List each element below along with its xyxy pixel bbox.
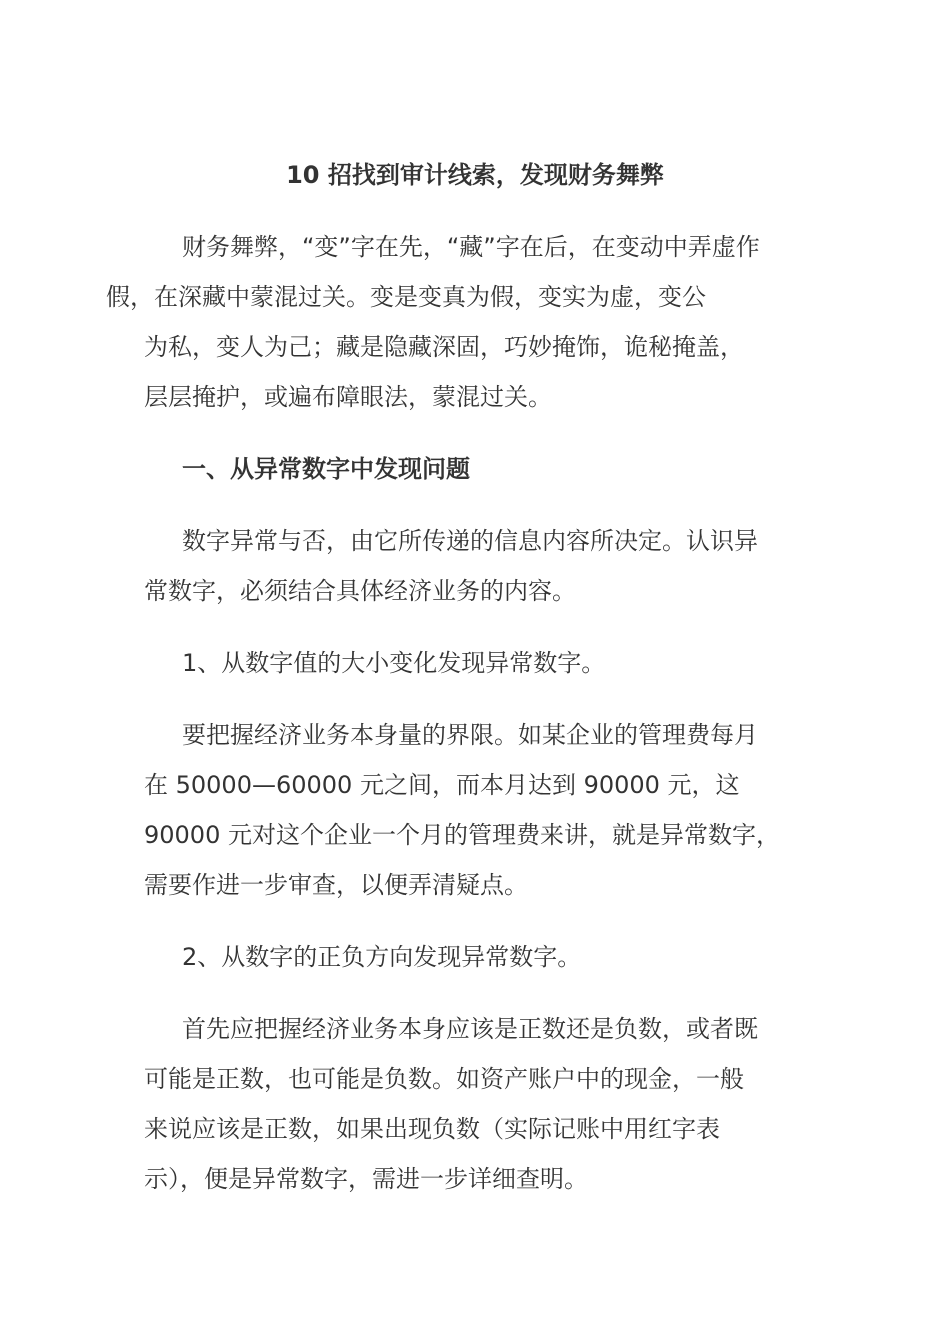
point-2-paragraph: [144, 1004, 834, 1204]
intro-paragraph: [106, 222, 834, 422]
intro-line-3: 为私，变人为己；藏是隐藏深固，巧妙掩饰，诡秘掩盖，: [144, 333, 744, 361]
intro-line-4: 层层掩护，或遍布障眼法，蒙混过关。: [144, 383, 552, 411]
point-2-line-2: 可能是正数，也可能是负数。如资产账户中的现金，一般: [144, 1065, 744, 1093]
section-1-heading: 一、从异常数字中发现问题: [182, 455, 470, 483]
point-1-line-1: 要把握经济业务本身量的界限。如某企业的管理费每月: [182, 721, 758, 749]
intro-line-1: 财务舞弊，“变”字在先，“藏”字在后，在变动中弄虚作: [182, 233, 760, 261]
point-2-line-1: 首先应把握经济业务本身应该是正数还是负数，或者既: [182, 1015, 758, 1043]
point-1-heading: 1、从数字值的大小变化发现异常数字。: [182, 649, 606, 677]
section-1-line-1: 数字异常与否，由它所传递的信息内容所决定。认识异: [182, 527, 758, 555]
point-1-line-4: 需要作进一步审查，以便弄清疑点。: [144, 871, 528, 899]
document-title: 10 招找到审计线索，发现财务舞弊: [286, 161, 664, 189]
intro-line-2: 假，在深藏中蒙混过关。变是变真为假，变实为虚，变公: [106, 283, 706, 311]
section-1-line-2: 常数字，必须结合具体经济业务的内容。: [144, 577, 576, 605]
point-1-paragraph: [144, 710, 834, 910]
point-1-line-3: 90000 元对这个企业一个月的管理费来讲，就是异常数字，: [144, 821, 780, 849]
point-2-line-4: 示），便是异常数字，需进一步详细查明。: [144, 1165, 588, 1193]
point-1-line-2: 在 50000—60000 元之间，而本月达到 90000 元，这: [144, 771, 740, 799]
point-2-heading: 2、从数字的正负方向发现异常数字。: [182, 943, 582, 971]
section-1-paragraph: [144, 516, 834, 616]
point-2-line-3: 来说应该是正数，如果出现负数（实际记账中用红字表: [144, 1115, 720, 1143]
